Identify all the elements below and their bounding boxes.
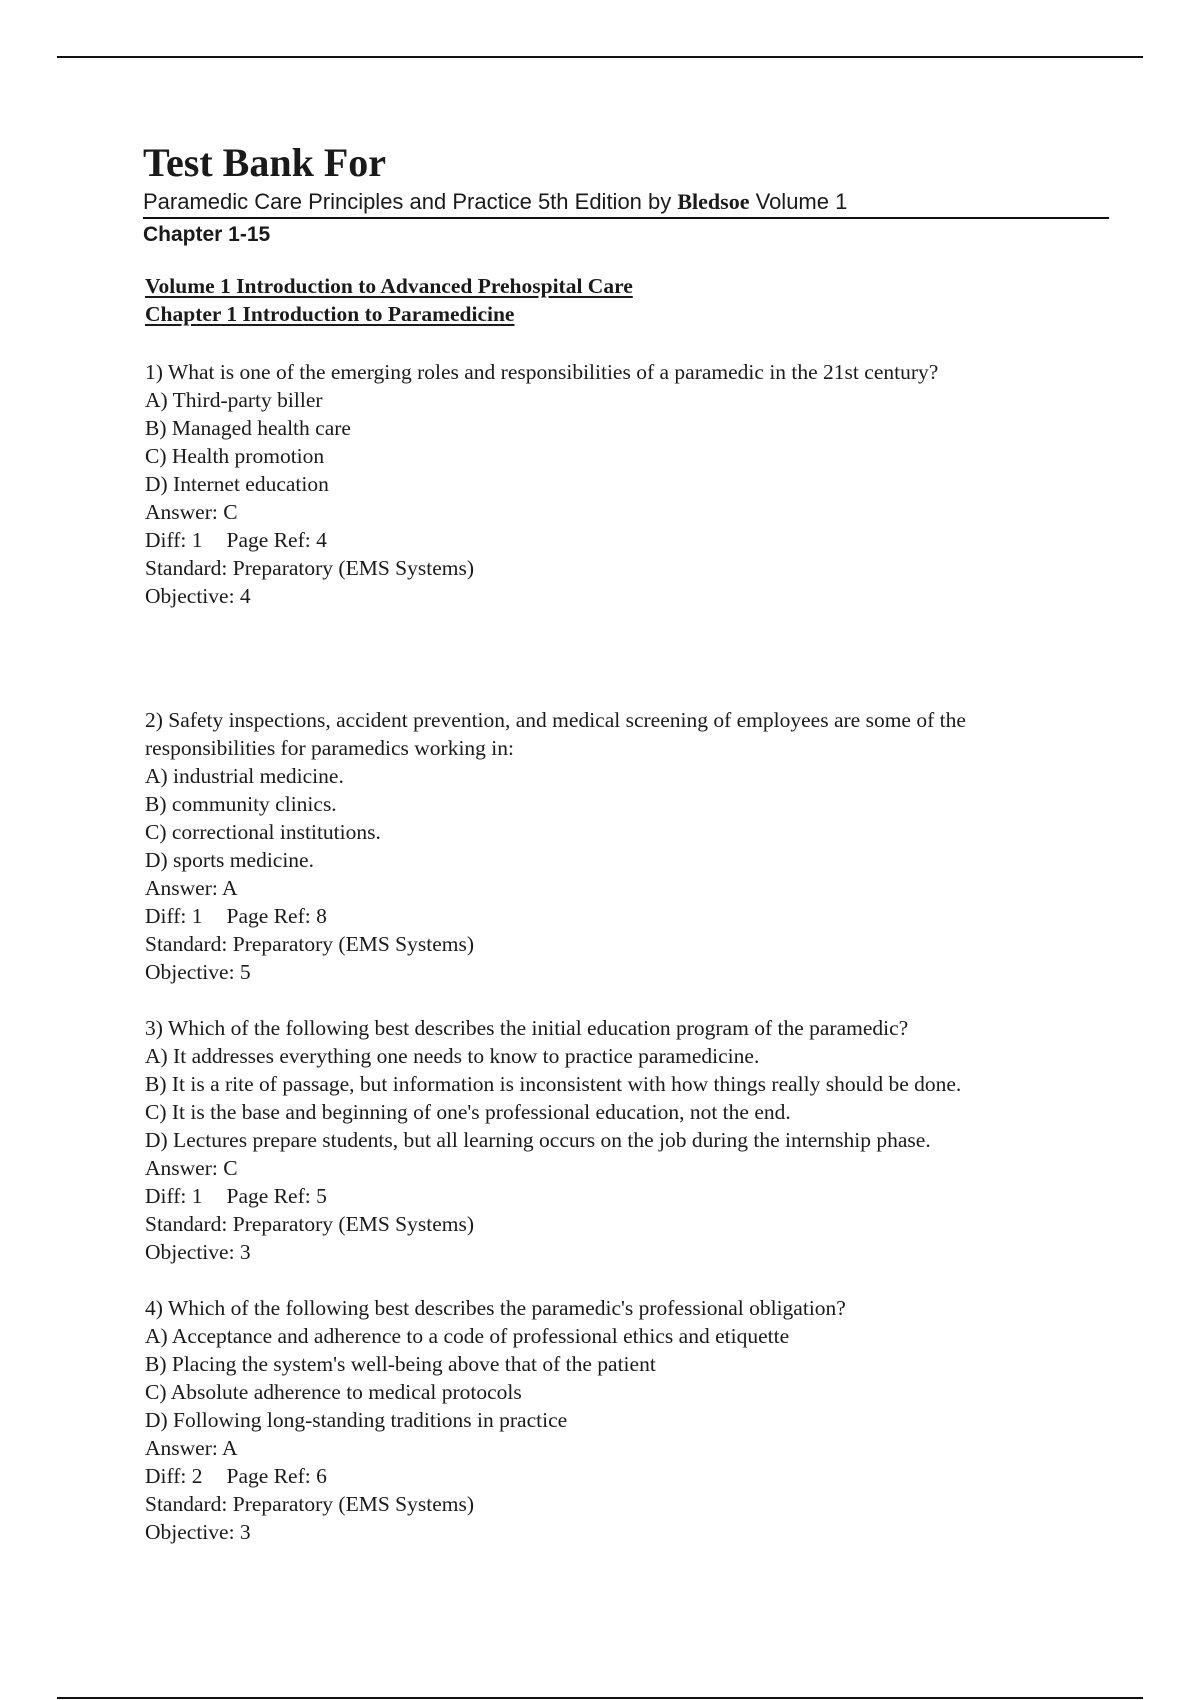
- answer: Answer: A: [145, 876, 238, 900]
- answer: Answer: C: [145, 500, 238, 524]
- standard: Standard: Preparatory (EMS Systems): [145, 556, 475, 580]
- diff-page-ref: [145, 1462, 1105, 1490]
- question-4: [145, 1294, 1105, 1546]
- option-c: C) correctional institutions.: [145, 820, 381, 844]
- page-ref: Page Ref: 4: [226, 528, 327, 552]
- page-ref: Page Ref: 5: [226, 1184, 327, 1208]
- diff-page-ref: [145, 526, 1105, 554]
- answer: Answer: A: [145, 1436, 238, 1460]
- option-c: C) Absolute adherence to medical protocols: [145, 1380, 522, 1404]
- document-content: [145, 272, 1105, 1546]
- option-d: D) Internet education: [145, 472, 329, 496]
- option-a: A) Acceptance and adherence to a code of professional ethics and etiquette: [145, 1324, 790, 1348]
- top-rule: [57, 56, 1143, 58]
- option-c: C) Health promotion: [145, 444, 325, 468]
- chapter-range: Chapter 1-15: [143, 223, 271, 246]
- volume-heading: Volume 1 Introduction to Advanced Prehospital Care: [145, 274, 633, 298]
- option-b: B) Managed health care: [145, 416, 351, 440]
- objective: Objective: 3: [145, 1520, 251, 1544]
- objective: Objective: 3: [145, 1240, 251, 1264]
- option-d: D) Following long-standing traditions in practice: [145, 1408, 568, 1432]
- option-c: C) It is the base and beginning of one's professional education, not the end.: [145, 1100, 791, 1124]
- option-d: D) Lectures prepare students, but all learning occurs on the job during the internship phase.: [145, 1128, 931, 1152]
- option-a: A) It addresses everything one needs to know to practice paramedicine.: [145, 1044, 760, 1068]
- diff-page-ref: [145, 1182, 1105, 1210]
- question-text: 1) What is one of the emerging roles and responsibilities of a paramedic in the 21st century?: [145, 360, 939, 384]
- document-subtitle: [143, 188, 1109, 219]
- objective: Objective: 4: [145, 584, 251, 608]
- title-block: [143, 138, 1109, 249]
- author-name: Bledsoe: [677, 189, 750, 214]
- page-ref: Page Ref: 8: [226, 904, 327, 928]
- objective: Objective: 5: [145, 960, 251, 984]
- question-3: [145, 1014, 1105, 1266]
- difficulty: Diff: 2: [145, 1464, 203, 1488]
- subtitle-prefix: Paramedic Care Principles and Practice 5th Edition by: [143, 189, 678, 214]
- page-ref: Page Ref: 6: [226, 1464, 327, 1488]
- answer: Answer: C: [145, 1156, 238, 1180]
- option-b: B) community clinics.: [145, 792, 337, 816]
- question-2: [145, 706, 1105, 986]
- standard: Standard: Preparatory (EMS Systems): [145, 1492, 475, 1516]
- option-a: A) industrial medicine.: [145, 764, 344, 788]
- option-a: A) Third-party biller: [145, 388, 323, 412]
- standard: Standard: Preparatory (EMS Systems): [145, 1212, 475, 1236]
- question-text: 4) Which of the following best describes the paramedic's professional obligation?: [145, 1296, 846, 1320]
- subtitle-suffix: Volume 1: [749, 189, 848, 214]
- document-title: Test Bank For: [143, 140, 387, 185]
- question-1: [145, 358, 1105, 610]
- diff-page-ref: [145, 902, 1105, 930]
- option-b: B) Placing the system's well-being above that of the patient: [145, 1352, 656, 1376]
- option-d: D) sports medicine.: [145, 848, 314, 872]
- option-b: B) It is a rite of passage, but information is inconsistent with how things really should be done.: [145, 1072, 962, 1096]
- question-text: 3) Which of the following best describes the initial education program of the paramedic?: [145, 1016, 909, 1040]
- difficulty: Diff: 1: [145, 528, 203, 552]
- standard: Standard: Preparatory (EMS Systems): [145, 932, 475, 956]
- difficulty: Diff: 1: [145, 1184, 203, 1208]
- difficulty: Diff: 1: [145, 904, 203, 928]
- question-text-continued: responsibilities for paramedics working in:: [145, 736, 515, 760]
- bottom-rule: [57, 1697, 1143, 1699]
- question-text: 2) Safety inspections, accident prevention, and medical screening of employees are some of the: [145, 708, 966, 732]
- chapter-heading: Chapter 1 Introduction to Paramedicine: [145, 302, 515, 326]
